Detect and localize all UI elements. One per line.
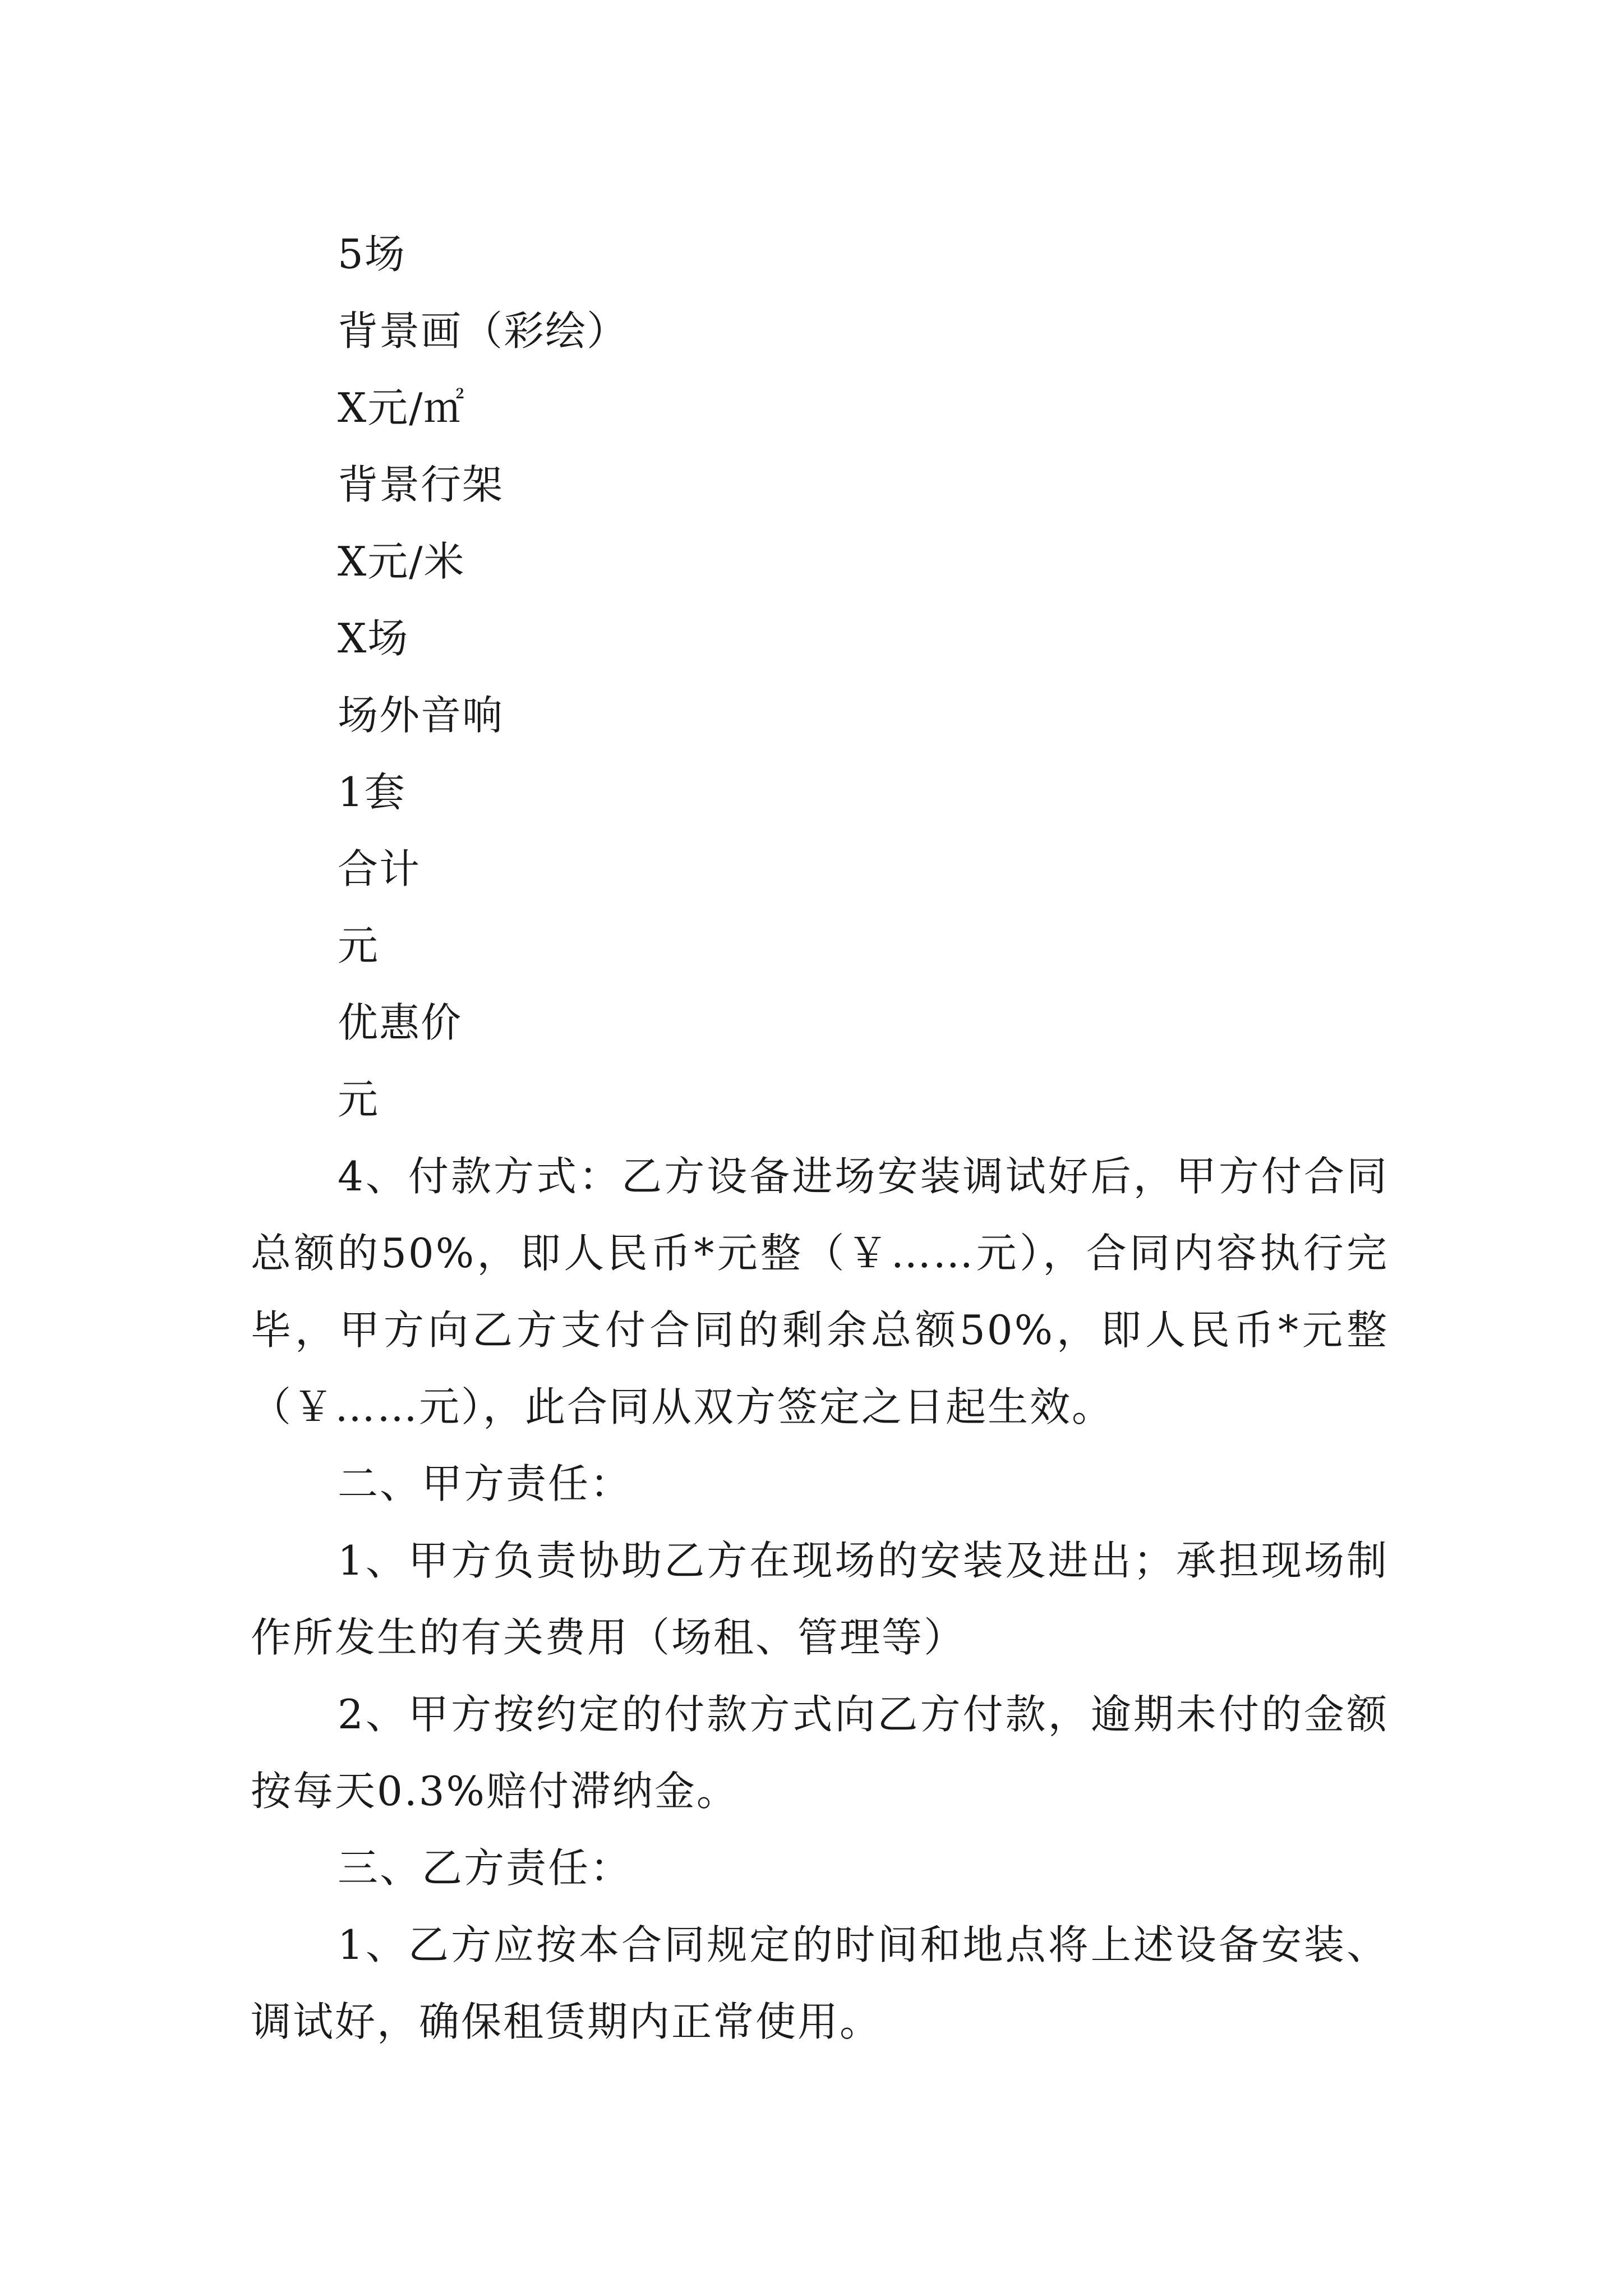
item-line: 元	[338, 1076, 380, 1123]
item-line: X元/㎡	[338, 384, 465, 431]
item-line: 背景行架	[338, 461, 504, 508]
item-line: 5场	[338, 231, 406, 278]
party-a-clause: 1、甲方负责协助乙方在现场的安装及进出；承担现场制作所发生的有关费用（场租、管理等）	[251, 1537, 1389, 1661]
item-line: 1套	[338, 769, 406, 816]
item-line: 元	[338, 922, 380, 969]
party-a-heading: 二、甲方责任：	[338, 1460, 633, 1507]
item-line: 场外音响	[338, 692, 504, 739]
party-b-clause: 1、乙方应按本合同规定的时间和地点将上述设备安装、调试好，确保租赁期内正常使用。	[251, 1921, 1389, 2045]
item-line: 背景画（彩绘）	[338, 307, 629, 355]
item-line: X场	[338, 615, 409, 662]
item-line: 合计	[338, 845, 421, 892]
item-line: X元/米	[338, 538, 465, 585]
payment-terms-paragraph: 4、付款方式：乙方设备进场安装调试好后，甲方付合同总额的50%，即人民币*元整（￥……元），合同内容执行完毕，甲方向乙方支付合同的剩余总额50%，即人民币*元整（￥……元），此合同从双方签定之日起生效。	[251, 1153, 1389, 1430]
party-b-heading: 三、乙方责任：	[338, 1844, 633, 1892]
document-body	[251, 216, 1389, 2060]
item-line: 优惠价	[338, 999, 463, 1046]
party-a-clause: 2、甲方按约定的付款方式向乙方付款，逾期未付的金额按每天0.3%赔付滞纳金。	[251, 1691, 1389, 1815]
